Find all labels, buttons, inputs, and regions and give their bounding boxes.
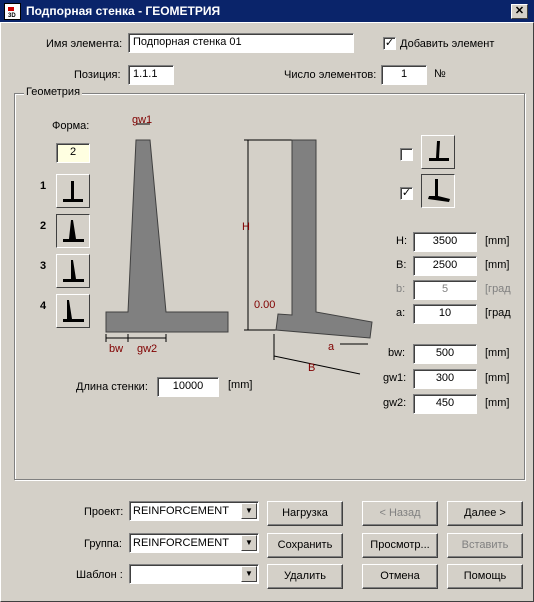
gw2-dim-label: gw2 <box>137 343 158 355</box>
window-title: Подпорная стенка - ГЕОМЕТРИЯ <box>26 4 221 18</box>
wall-length-unit: [mm] <box>228 379 253 391</box>
param-gw1-unit: [mm] <box>485 372 510 384</box>
template-label: Шаблон : <box>76 569 123 581</box>
title-bar <box>0 0 534 22</box>
form-label: Форма: <box>52 120 90 132</box>
orientation-top-checkbox[interactable] <box>400 148 413 161</box>
geometry-group-title: Геометрия <box>26 86 81 98</box>
chevron-down-icon[interactable]: ▼ <box>241 503 257 519</box>
shape-number-4: 4 <box>40 300 47 312</box>
wall-section-diagram <box>98 112 236 362</box>
wall-shape-3-icon <box>57 255 89 287</box>
app-icon <box>4 3 21 20</box>
check-icon: ✓ <box>384 37 395 49</box>
b-dim-label: B <box>308 362 316 374</box>
param-bw-label: bw: <box>388 347 406 359</box>
load-button[interactable]: Нагрузка <box>267 501 343 526</box>
orientation-bottom-checkbox[interactable] <box>400 187 413 200</box>
orientation-bottom-button[interactable] <box>421 174 455 208</box>
param-beta-unit: [град <box>485 283 511 295</box>
shape-number-3: 3 <box>40 260 47 272</box>
gw1-dim-label: gw1 <box>132 114 153 126</box>
group-select[interactable] <box>129 533 259 553</box>
param-gw2-input[interactable]: 450 <box>413 394 477 414</box>
shape-4-button[interactable] <box>56 294 90 328</box>
cancel-button[interactable]: Отмена <box>362 564 438 589</box>
shape-1-button[interactable] <box>56 174 90 208</box>
insert-button: Вставить <box>447 533 523 558</box>
wall-length-input[interactable]: 10000 <box>157 377 219 397</box>
param-gw2-label: gw2: <box>383 397 407 409</box>
count-input[interactable]: 1 <box>381 65 427 85</box>
param-a-label: a: <box>396 307 406 319</box>
param-beta-input: 5 <box>413 280 477 300</box>
project-label: Проект: <box>84 506 124 518</box>
tilted-wall-icon <box>422 175 454 207</box>
wall-shape <box>106 140 228 332</box>
param-beta-label: b: <box>396 283 406 295</box>
save-button[interactable]: Сохранить <box>267 533 343 558</box>
shape-number-1: 1 <box>40 180 47 192</box>
wall-rotated-diagram <box>240 130 380 380</box>
wall-shape-2-icon <box>57 215 89 247</box>
wall-shape-1-icon <box>57 175 89 207</box>
project-select[interactable] <box>129 501 259 521</box>
count-label: Число элементов: <box>284 69 377 81</box>
wall-length-label: Длина стенки: <box>76 381 148 393</box>
form-input[interactable]: 2 <box>56 143 90 163</box>
help-button[interactable]: Помощь <box>447 564 523 589</box>
param-b-unit: [mm] <box>485 259 510 271</box>
element-name-label: Имя элемента: <box>46 38 123 50</box>
param-gw2-unit: [mm] <box>485 397 510 409</box>
shape-3-button[interactable] <box>56 254 90 288</box>
shape-number-2: 2 <box>40 220 47 232</box>
param-h-unit: [mm] <box>485 235 510 247</box>
param-gw1-label: gw1: <box>383 372 407 384</box>
param-h-input[interactable]: 3500 <box>413 232 477 252</box>
close-button[interactable]: ✕ <box>511 4 528 19</box>
wall-shape-4-icon <box>57 295 89 327</box>
add-element-label: Добавить элемент <box>400 38 495 50</box>
chevron-down-icon[interactable]: ▼ <box>241 566 257 582</box>
param-bw-input[interactable]: 500 <box>413 344 477 364</box>
upright-wall-icon <box>422 136 454 168</box>
group-label: Группа: <box>84 538 122 550</box>
project-value: REINFORCEMENT <box>133 505 229 517</box>
a-dim-label: a <box>328 341 335 353</box>
param-b-input[interactable]: 2500 <box>413 256 477 276</box>
delete-button[interactable]: Удалить <box>267 564 343 589</box>
b-dimension-line <box>274 356 360 374</box>
template-select[interactable] <box>129 564 259 584</box>
svg-text:3D: 3D <box>8 13 16 19</box>
param-bw-unit: [mm] <box>485 347 510 359</box>
position-label: Позиция: <box>74 69 121 81</box>
param-gw1-input[interactable]: 300 <box>413 369 477 389</box>
preview-button[interactable]: Просмотр... <box>362 533 438 558</box>
zero-level-label: 0.00 <box>254 299 276 311</box>
element-name-input[interactable]: Подпорная стенка 01 <box>128 33 354 53</box>
param-a-unit: [град <box>485 307 511 319</box>
back-button: < Назад <box>362 501 438 526</box>
rotated-wall-shape <box>276 140 372 338</box>
shape-2-button[interactable] <box>56 214 90 248</box>
param-b-label: B: <box>396 259 407 271</box>
count-unit: № <box>434 68 446 80</box>
next-button[interactable]: Далее > <box>447 501 523 526</box>
orientation-top-button[interactable] <box>421 135 455 169</box>
param-h-label: H: <box>396 235 407 247</box>
position-input[interactable]: 1.1.1 <box>128 65 174 85</box>
group-value: REINFORCEMENT <box>133 537 229 549</box>
param-a-input[interactable]: 10 <box>413 304 477 324</box>
add-element-checkbox[interactable] <box>383 37 396 50</box>
check-icon: ✓ <box>401 187 412 199</box>
chevron-down-icon[interactable]: ▼ <box>241 535 257 551</box>
bw-dim-label: bw <box>109 343 124 355</box>
h-dim-label: H <box>242 221 250 233</box>
